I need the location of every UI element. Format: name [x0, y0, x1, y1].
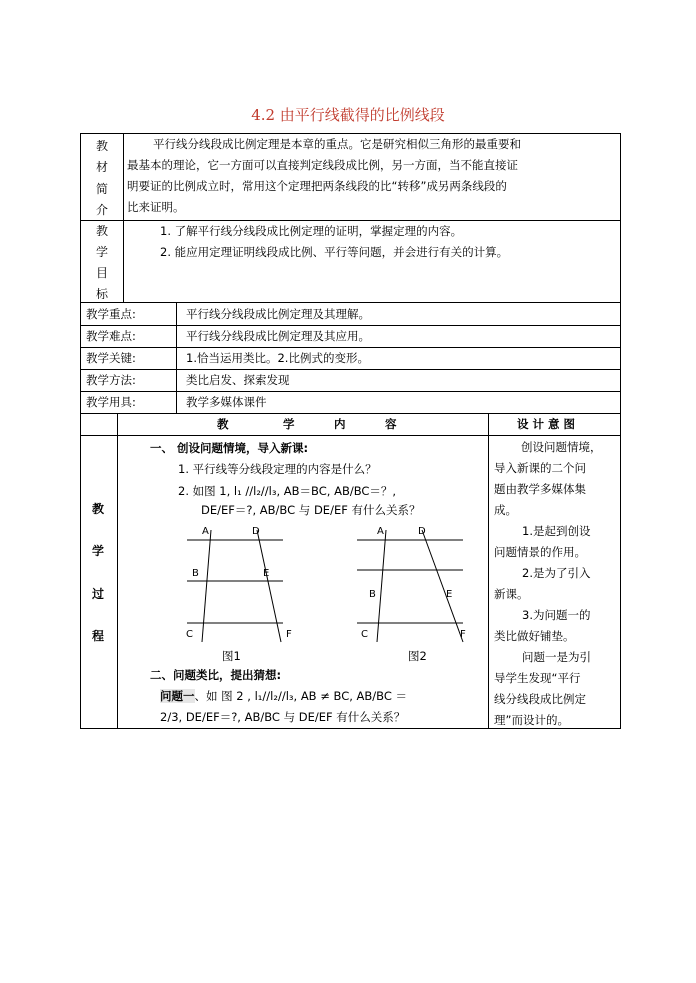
fig2-point-f: F: [460, 629, 466, 640]
problem-1-text: 、如 图 2 , l₁//l₂//l₃, AB ≠ BC, AB/BC ＝: [194, 689, 408, 703]
section-2-heading: 二、问题类比，提出猜想:: [150, 668, 282, 682]
figure-2-caption: 图2: [408, 649, 427, 663]
problem-1-line-1: [160, 686, 407, 706]
fig1-point-a: A: [202, 526, 209, 537]
problem-1-label: 问题一: [160, 689, 195, 703]
figure-1: [180, 522, 290, 664]
fig2-point-d: D: [418, 526, 426, 537]
fig2-point-e: E: [446, 589, 453, 600]
page-title: 4.2 由平行线截得的比例线段: [251, 106, 445, 124]
fig2-point-b: B: [369, 589, 376, 600]
figure-2: [355, 522, 473, 664]
fig1-point-d: D: [252, 526, 260, 537]
fig1-point-f: F: [286, 629, 292, 640]
fig1-point-e: E: [263, 568, 270, 579]
figure-1-caption: 图1: [222, 649, 241, 663]
fig2-point-a: A: [377, 526, 384, 537]
problem-1-line-2: 2/3, DE/EF＝?, AB/BC 与 DE/EF 有什么关系？: [160, 710, 406, 724]
fig2-point-c: C: [361, 629, 368, 640]
fig1-point-c: C: [186, 629, 193, 640]
fig1-point-b: B: [192, 568, 199, 579]
